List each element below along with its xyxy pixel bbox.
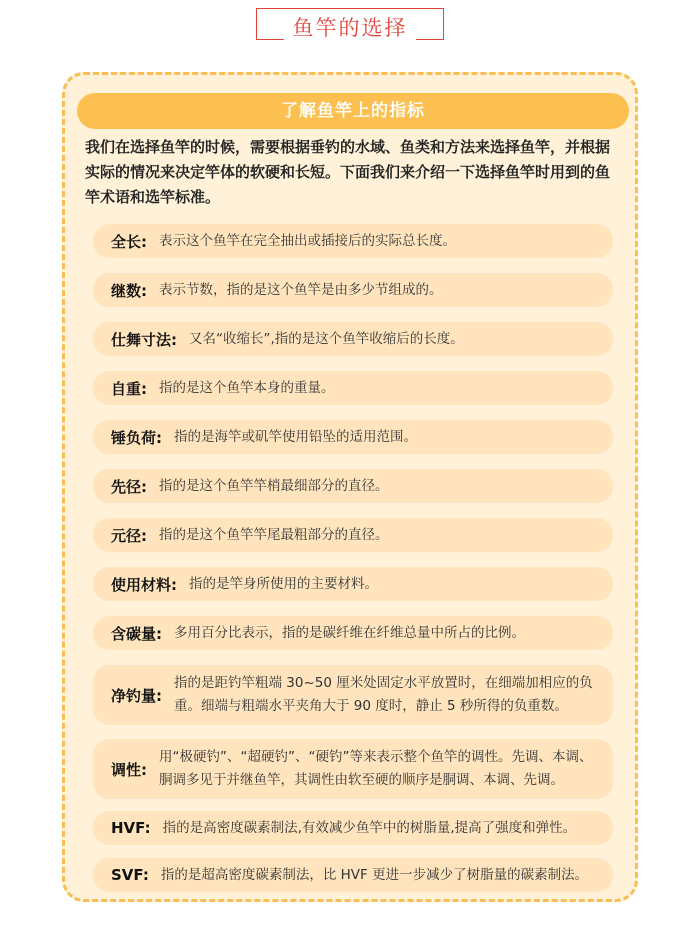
section-banner: 了解鱼竿上的指标 xyxy=(77,93,629,129)
term-label: 净钓量: xyxy=(111,686,162,705)
term-desc: 表示节数，指的是这个鱼竿是由多少节组成的。 xyxy=(159,281,443,298)
term-item-closed-length xyxy=(93,322,613,356)
term-label: 含碳量: xyxy=(111,624,162,643)
term-item-tip-diameter xyxy=(93,469,613,503)
term-desc: 表示这个鱼竿在完全抽出或插接后的实际总长度。 xyxy=(159,232,456,249)
page-title: 鱼竿的选择 xyxy=(292,16,408,40)
term-desc: 指的是距钓竿粗端 30~50 厘米处固定水平放置时，在细端加相应的负重。细端与粗端水平夹角大于 90 度时，静止 5 秒所得的负重数。 xyxy=(174,675,593,714)
term-desc: 用“极硬钓”、“超硬钓”、“硬钓”等来表示整个鱼竿的调性。先调、本调、胴调多见于并继鱼竿，其调性由软至硬的顺序是胴调、本调、先调。 xyxy=(159,749,593,788)
term-label: 全长: xyxy=(111,232,147,251)
term-label: 锤负荷: xyxy=(111,428,162,447)
term-desc: 指的是这个鱼竿竿梢最细部分的直径。 xyxy=(159,477,389,494)
term-item-action xyxy=(93,739,613,799)
page-title-frame xyxy=(256,8,444,40)
term-item-sinker-load xyxy=(93,420,613,454)
term-desc: 指的是竿身所使用的主要材料。 xyxy=(189,575,378,592)
term-label: 元径: xyxy=(111,526,147,545)
term-desc: 指的是这个鱼竿本身的重量。 xyxy=(159,379,335,396)
term-item-net-load xyxy=(93,665,613,725)
term-item-svf xyxy=(93,858,613,892)
term-desc: 多用百分比表示，指的是碳纤维在纤维总量中所占的比例。 xyxy=(174,624,525,641)
term-item-material xyxy=(93,567,613,601)
term-label: 仕舞寸法: xyxy=(111,330,177,349)
intro-paragraph: 我们在选择鱼竿的时候，需要根据垂钓的水域、鱼类和方法来选择鱼竿，并根据实际的情况来决定竿体的软硬和长短。下面我们来介绍一下选择鱼竿时用到的鱼竿术语和选竿标准。 xyxy=(85,138,611,206)
term-item-butt-diameter xyxy=(93,518,613,552)
term-label: 先径: xyxy=(111,477,147,496)
term-item-hvf xyxy=(93,811,613,845)
term-desc: 指的是海竿或矶竿使用铅坠的适用范围。 xyxy=(174,428,417,445)
term-label: HVF: xyxy=(111,819,151,837)
term-label: 继数: xyxy=(111,281,147,300)
term-label: 调性: xyxy=(111,760,147,779)
term-item-carbon-content xyxy=(93,616,613,650)
term-desc: 又名“收缩长”,指的是这个鱼竿收缩后的长度。 xyxy=(189,330,464,347)
term-item-weight xyxy=(93,371,613,405)
term-label: SVF: xyxy=(111,866,149,884)
term-label: 使用材料: xyxy=(111,575,177,594)
term-item-full-length xyxy=(93,224,613,258)
term-desc: 指的是这个鱼竿竿尾最粗部分的直径。 xyxy=(159,526,389,543)
term-desc: 指的是超高密度碳素制法，比 HVF 更进一步减少了树脂量的碳素制法。 xyxy=(160,866,589,883)
info-card xyxy=(62,72,638,902)
term-desc: 指的是高密度碳素制法,有效减少鱼竿中的树脂量,提高了强度和弹性。 xyxy=(162,819,577,836)
term-item-sections xyxy=(93,273,613,307)
term-label: 自重: xyxy=(111,379,147,398)
